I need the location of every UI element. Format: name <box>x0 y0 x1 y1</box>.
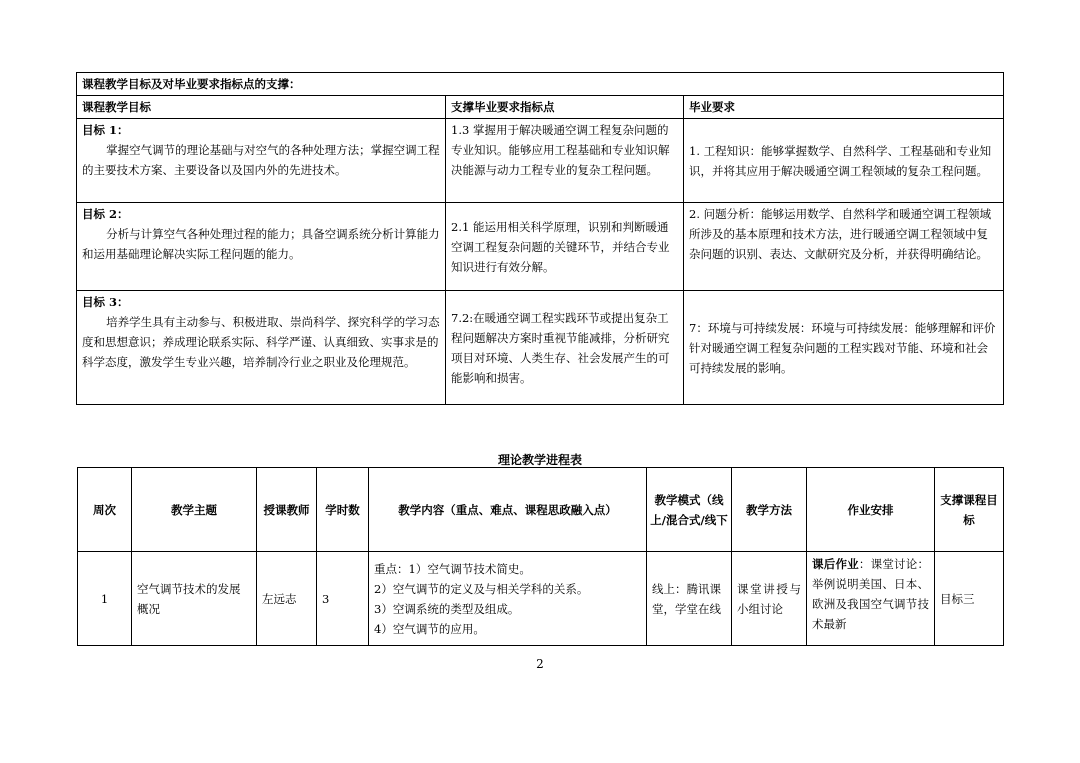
goal-title: 目标 3： <box>82 295 129 309</box>
goal-text: 分析与计算空气各种处理过程的能力；具备空调系统分析计算能力和运用基础理论解决实际工程问题的能力。 <box>82 227 440 261</box>
header-method: 教学方法 <box>732 468 807 552</box>
topic-cell: 空气调节技术的发展概况 <box>132 552 257 646</box>
table-row <box>77 203 1004 291</box>
content-line: 4）空气调节的应用。 <box>374 621 485 636</box>
content-line: 重点：1）空气调节技术简史。 <box>374 561 531 576</box>
homework-cell <box>807 552 935 646</box>
schedule-header-row <box>78 468 1004 552</box>
goal-text: 培养学生具有主动参与、积极进取、崇尚科学、探究科学的学习态度和思想意识；养成理论联系实际、科学严谨、认真细致、实事求是的科学态度，激发学生专业兴趣，培养制冷行业之职业及伦理规范。 <box>82 315 440 369</box>
table-row <box>77 291 1004 405</box>
table-row <box>77 119 1004 203</box>
homework-text: ：课堂讨论：举例说明美国、日本、欧洲及我国空气调节技术最新 <box>812 557 930 631</box>
indicator-cell: 1.3 掌握用于解决暖通空调工程复杂问题的专业知识。能够应用工程基础和专业知识解决能源与动力工程专业的复杂工程问题。 <box>446 119 684 203</box>
header-course-goal: 课程教学目标 <box>77 96 446 119</box>
content-line: 3）空调系统的类型及组成。 <box>374 601 520 616</box>
indicator-cell: 2.1 能运用相关科学原理，识别和判断暖通空调工程复杂问题的关键环节，并结合专业知识进行有效分解。 <box>446 203 684 291</box>
table-header-row <box>77 96 1004 119</box>
homework-label: 课后作业 <box>812 557 859 571</box>
content-cell <box>369 552 647 646</box>
goal-text: 掌握空气调节的理论基础与对空气的各种处理方法；掌握空调工程的主要技术方案、主要设备以及国内外的先进技术。 <box>82 143 440 177</box>
week-cell: 1 <box>78 552 132 646</box>
header-indicator: 支撑毕业要求指标点 <box>446 96 684 119</box>
table-caption: 课程教学目标及对毕业要求指标点的支撑： <box>77 73 1004 96</box>
requirement-cell: 2. 问题分析：能够运用数学、自然科学和暖通空调工程领域所涉及的基本原理和技术方法，进行暖通空调工程领域中复杂问题的识别、表达、文献研究及分析，并获得明确结论。 <box>684 203 1004 291</box>
requirement-cell: 7：环境与可持续发展：环境与可持续发展：能够理解和评价针对暖通空调工程复杂问题的工程实践对节能、环境和社会可持续发展的影响。 <box>684 291 1004 405</box>
table-row <box>78 552 1004 646</box>
goal-title: 目标 1： <box>82 123 129 137</box>
header-topic: 教学主题 <box>132 468 257 552</box>
goal-title: 目标 2： <box>82 207 129 221</box>
goal-cell <box>77 119 446 203</box>
header-week: 周次 <box>78 468 132 552</box>
teaching-schedule-table <box>77 467 1004 646</box>
header-content: 教学内容（重点、难点、课程思政融入点） <box>369 468 647 552</box>
teacher-cell: 左远志 <box>257 552 317 646</box>
mode-cell: 线上：腾讯课堂，学堂在线 <box>647 552 732 646</box>
method-cell: 课堂讲授与小组讨论 <box>732 552 807 646</box>
content-line: 2）空气调节的定义及与相关学科的关系。 <box>374 581 589 596</box>
hours-cell: 3 <box>317 552 369 646</box>
header-hours: 学时数 <box>317 468 369 552</box>
schedule-title: 理论教学进程表 <box>497 453 582 467</box>
page-number: 2 <box>536 657 544 671</box>
indicator-cell: 7.2:在暖通空调工程实践环节或提出复杂工程问题解决方案时重视节能减排，分析研究项目对环境、人类生存、社会发展产生的可能影响和损害。 <box>446 291 684 405</box>
course-goals-table <box>76 72 1004 405</box>
requirement-cell: 1. 工程知识：能够掌握数学、自然科学、工程基础和专业知识，并将其应用于解决暖通空调工程领域的复杂工程问题。 <box>684 119 1004 203</box>
support-cell: 目标三 <box>935 552 1004 646</box>
header-support: 支撑课程目标 <box>935 468 1004 552</box>
header-mode: 教学模式（线上/混合式/线下 <box>647 468 732 552</box>
header-teacher: 授课教师 <box>257 468 317 552</box>
header-requirement: 毕业要求 <box>684 96 1004 119</box>
goal-cell <box>77 203 446 291</box>
header-homework: 作业安排 <box>807 468 935 552</box>
goal-cell <box>77 291 446 405</box>
table-caption-row <box>77 73 1004 96</box>
